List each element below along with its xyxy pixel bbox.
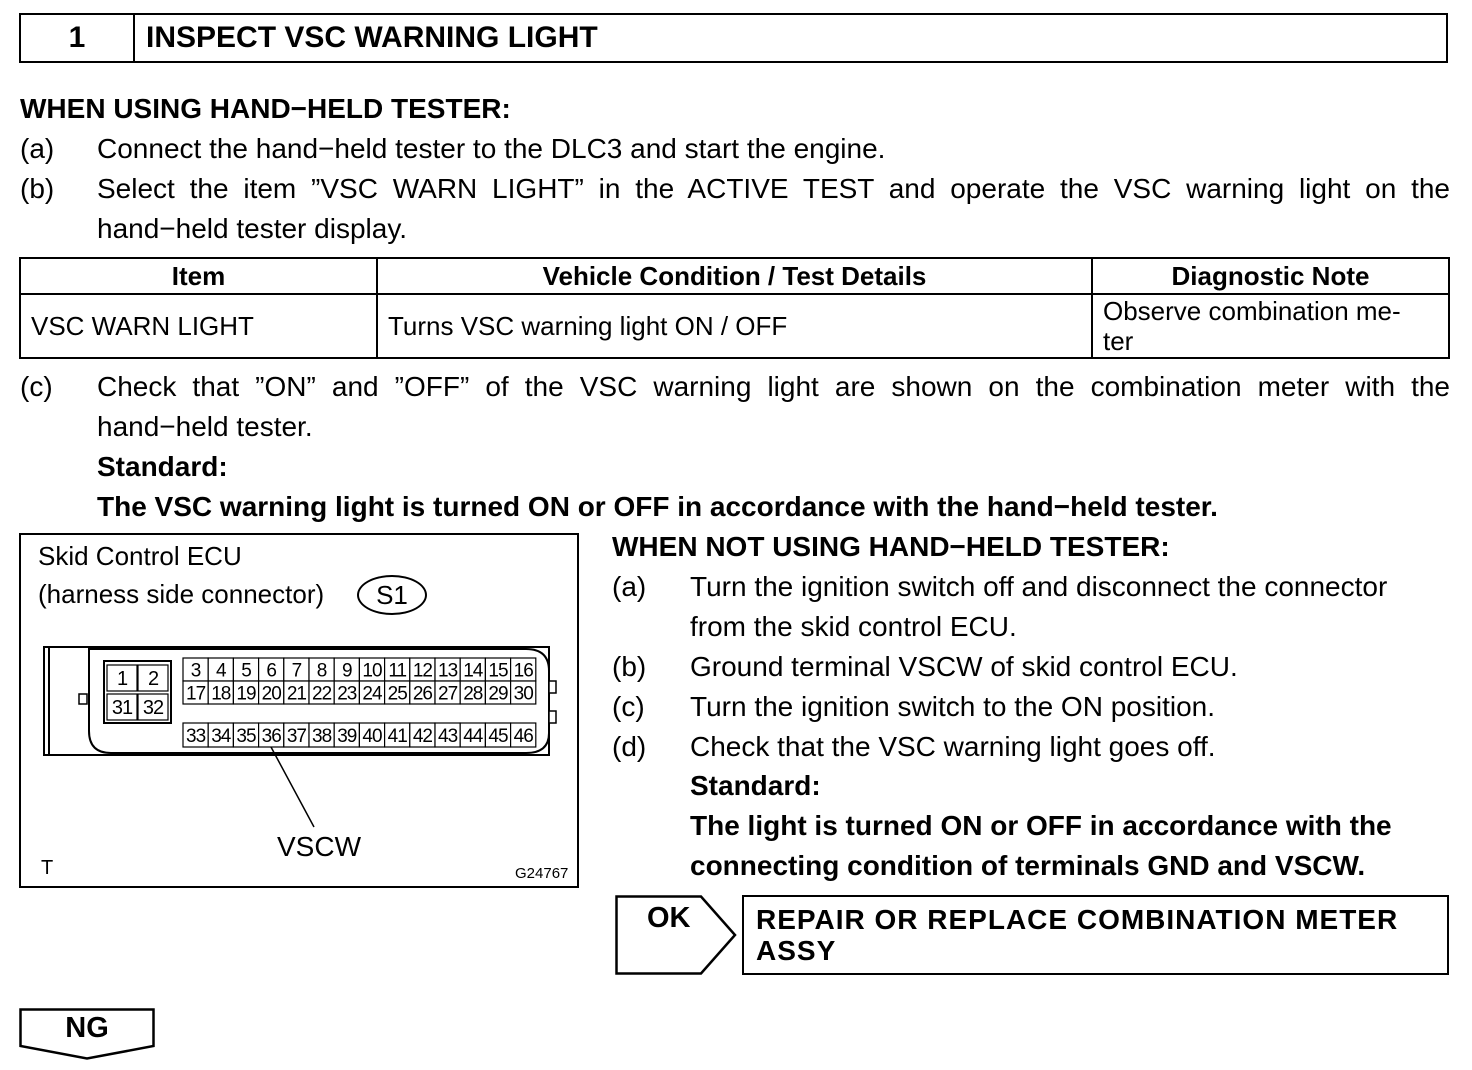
pin-label: 29 [488,683,508,705]
ok-label: OK [647,902,691,934]
step-label: (d) [612,731,647,762]
pin-label: 1 [116,668,128,691]
figure-title: Skid Control ECU [38,541,242,571]
step-text: Connect the hand−held tester to the DLC3 and start the engine. [97,133,886,164]
pin-label: 4 [216,660,226,682]
pin-label: 30 [513,683,533,705]
pin-label: 41 [387,725,407,747]
step-label: (a) [20,133,55,164]
step-text: hand−held tester display. [97,213,408,244]
standard-label: Standard: [97,451,228,482]
connector-id-badge: S1 [357,575,427,615]
step-text: Turn the ignition switch off and disconnect the connector [690,571,1388,602]
step-label: (b) [612,651,647,682]
pin-label: 17 [186,683,206,705]
table-header-row [20,258,1449,294]
standard-text: The light is turned ON or OFF in accordance with the [690,810,1392,841]
table-header: Diagnostic Note [1092,258,1449,294]
repair-action-box [742,895,1449,975]
step-text: Select the item ”VSC WARN LIGHT” in the ACTIVE TEST and operate the VSC warning light on the [97,173,1450,204]
pin-label: 31 [111,697,133,720]
step-text: hand−held tester. [97,411,313,442]
step-text: from the skid control ECU. [690,611,1017,642]
pin-label: 16 [513,660,533,682]
pin-label: 36 [261,725,281,747]
table-cell: Turns VSC warning light ON / OFF [377,294,1092,358]
standard-text: The VSC warning light is turned ON or OFF in accordance with the hand−held tester. [97,491,1218,522]
figure-code: G24767 [515,865,569,882]
step-text: Check that ”ON” and ”OFF” of the VSC warning light are shown on the combination meter with the [97,371,1450,402]
corner-mark: T [41,857,54,879]
pin-label: 8 [316,660,327,682]
step-number: 1 [21,15,135,61]
pin-label: 19 [236,683,256,705]
pin-label: 18 [211,683,231,705]
repair-action-text: REPAIR OR REPLACE COMBINATION METER ASSY [756,904,1399,966]
table-header: Vehicle Condition / Test Details [377,258,1092,294]
callout-label: VSCW [277,831,361,862]
step-header [19,13,1448,63]
pin-label: 13 [438,660,458,682]
pin-label: 21 [286,683,306,705]
pin-block-main [183,658,536,747]
pin-label: 27 [438,683,458,705]
pin-label: 40 [362,725,382,747]
tester-heading: WHEN USING HAND−HELD TESTER: [20,93,511,124]
step-label: (c) [612,691,645,722]
active-test-table [19,257,1450,359]
pin-label: 26 [412,683,432,705]
connector-figure [19,533,579,888]
pin-label: 15 [488,660,508,682]
standard-label: Standard: [690,770,821,801]
pin-label: 42 [412,725,432,747]
table-cell: VSC WARN LIGHT [20,294,377,358]
pin-label: 10 [362,660,382,682]
standard-text: connecting condition of terminals GND and VSCW. [690,850,1366,881]
ng-label: NG [65,1012,109,1044]
table-cell: Observe combination me- ter [1092,294,1449,358]
ng-result-box [19,1008,155,1060]
pin-label: 43 [438,725,458,747]
pin-label: 2 [147,668,159,691]
pin-label: 45 [488,725,508,747]
pin-label: 22 [312,683,332,705]
figure-subtitle: (harness side connector) [38,579,325,609]
pin-label: 20 [261,683,281,705]
no-tester-heading: WHEN NOT USING HAND−HELD TESTER: [612,531,1170,562]
pin-label: 7 [291,660,302,682]
pin-label: 9 [342,660,352,682]
step-text: Turn the ignition switch to the ON position. [690,691,1215,722]
pin-label: 11 [388,660,407,682]
table-row [20,294,1449,358]
pin-label: 12 [412,660,432,682]
table-header: Item [20,258,377,294]
pin-label: 38 [312,725,332,747]
pin-label: 5 [241,660,251,682]
pin-label: 33 [186,725,206,747]
pin-label: 23 [337,683,357,705]
pin-label: 32 [142,697,164,720]
ok-result-box [615,895,740,975]
step-label: (a) [612,571,647,602]
pin-label: 14 [463,660,483,682]
pin-label: 37 [286,725,306,747]
pin-label: 24 [362,683,382,705]
pin-label: 35 [236,725,256,747]
pin-label: 25 [387,683,407,705]
pin-label: 34 [211,725,231,747]
pin-label: 46 [513,725,533,747]
pin-label: 44 [463,725,483,747]
pin-label: 39 [337,725,357,747]
step-text: Check that the VSC warning light goes off. [690,731,1216,762]
pin-label: 3 [190,660,201,682]
step-label: (c) [20,371,53,402]
step-label: (b) [20,173,55,204]
step-title: INSPECT VSC WARNING LIGHT [146,21,598,54]
pin-label: 6 [266,660,276,682]
pin-label: 28 [463,683,483,705]
step-text: Ground terminal VSCW of skid control ECU. [690,651,1238,682]
